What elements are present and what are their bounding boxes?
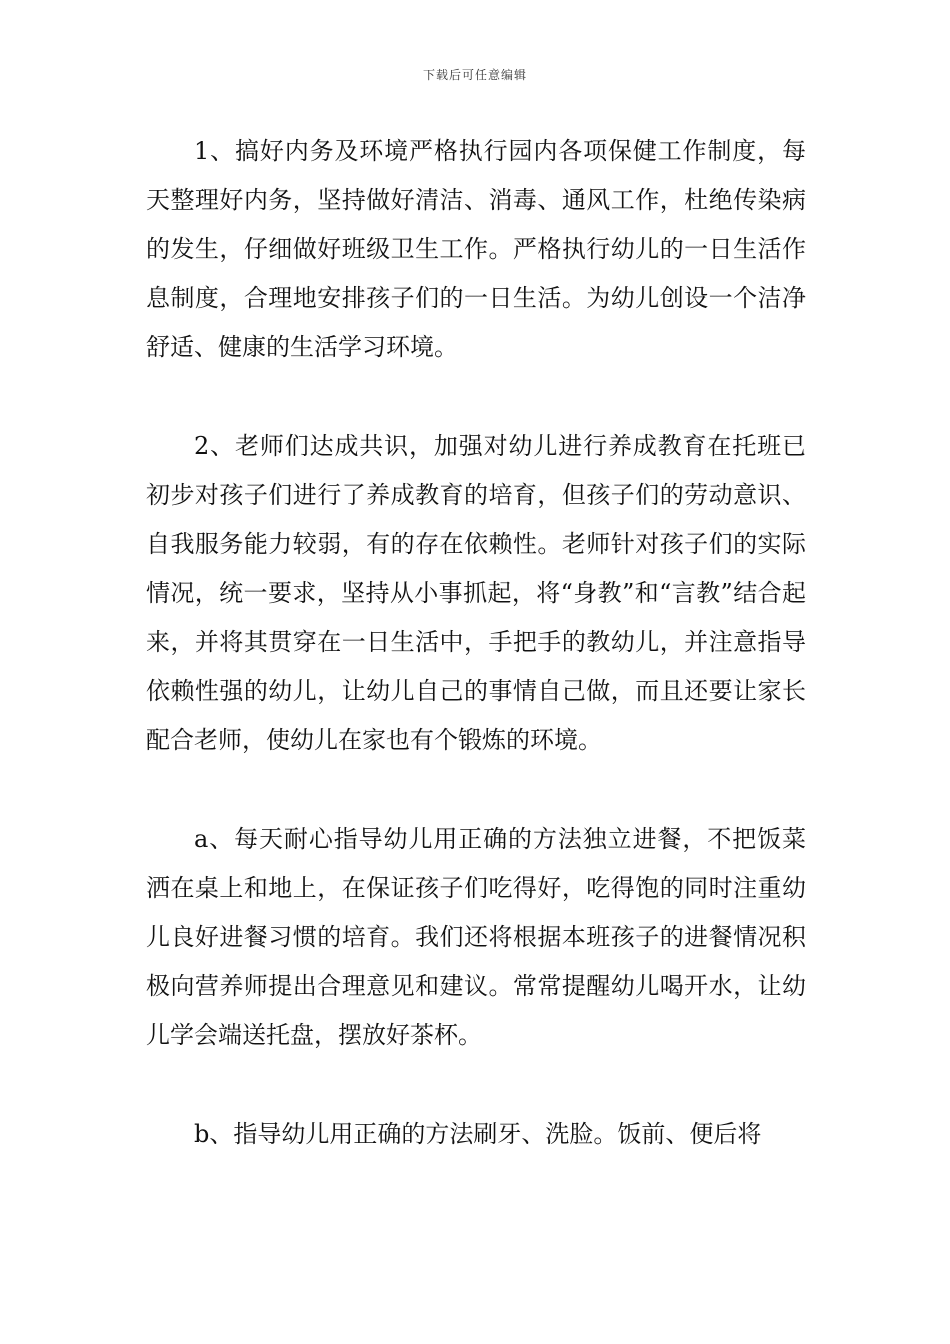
paragraph-1: 1、搞好内务及环境严格执行园内各项保健工作制度，每天整理好内务，坚持做好清洁、消毒、通风工作，杜绝传染病的发生，仔细做好班级卫生工作。严格执行幼儿的一日生活作息制度，合理地安排孩子们的一日生活。为幼儿创设一个洁净舒适、健康的生活学习环境。 xyxy=(146,137,806,361)
paragraph-b: b、指导幼儿用正确的方法刷牙、洗脸。饭前、便后将 xyxy=(194,1120,762,1148)
paragraph-2: 2、老师们达成共识，加强对幼儿进行养成教育在托班已初步对孩子们进行了养成教育的培育，但孩子们的劳动意识、自我服务能力较弱，有的存在依赖性。老师针对孩子们的实际情况，统一要求，坚持从小事抓起，将“身教”和“言教”结合起来，并将其贯穿在一日生活中，手把手的教幼儿，并注意指导依赖性强的幼儿，让幼儿自己的事情自己做，而且还要让家长配合老师，使幼儿在家也有个锻炼的环境。 xyxy=(146,432,806,754)
page-header: 下载后可任意编辑 xyxy=(422,68,527,82)
document-body xyxy=(146,127,806,1159)
paragraph-a: a、每天耐心指导幼儿用正确的方法独立进餐，不把饭菜洒在桌上和地上，在保证孩子们吃得好，吃得饱的同时注重幼儿良好进餐习惯的培育。我们还将根据本班孩子的进餐情况积极向营养师提出合理意见和建议。常常提醒幼儿喝开水，让幼儿学会端送托盘，摆放好茶杯。 xyxy=(146,825,806,1049)
